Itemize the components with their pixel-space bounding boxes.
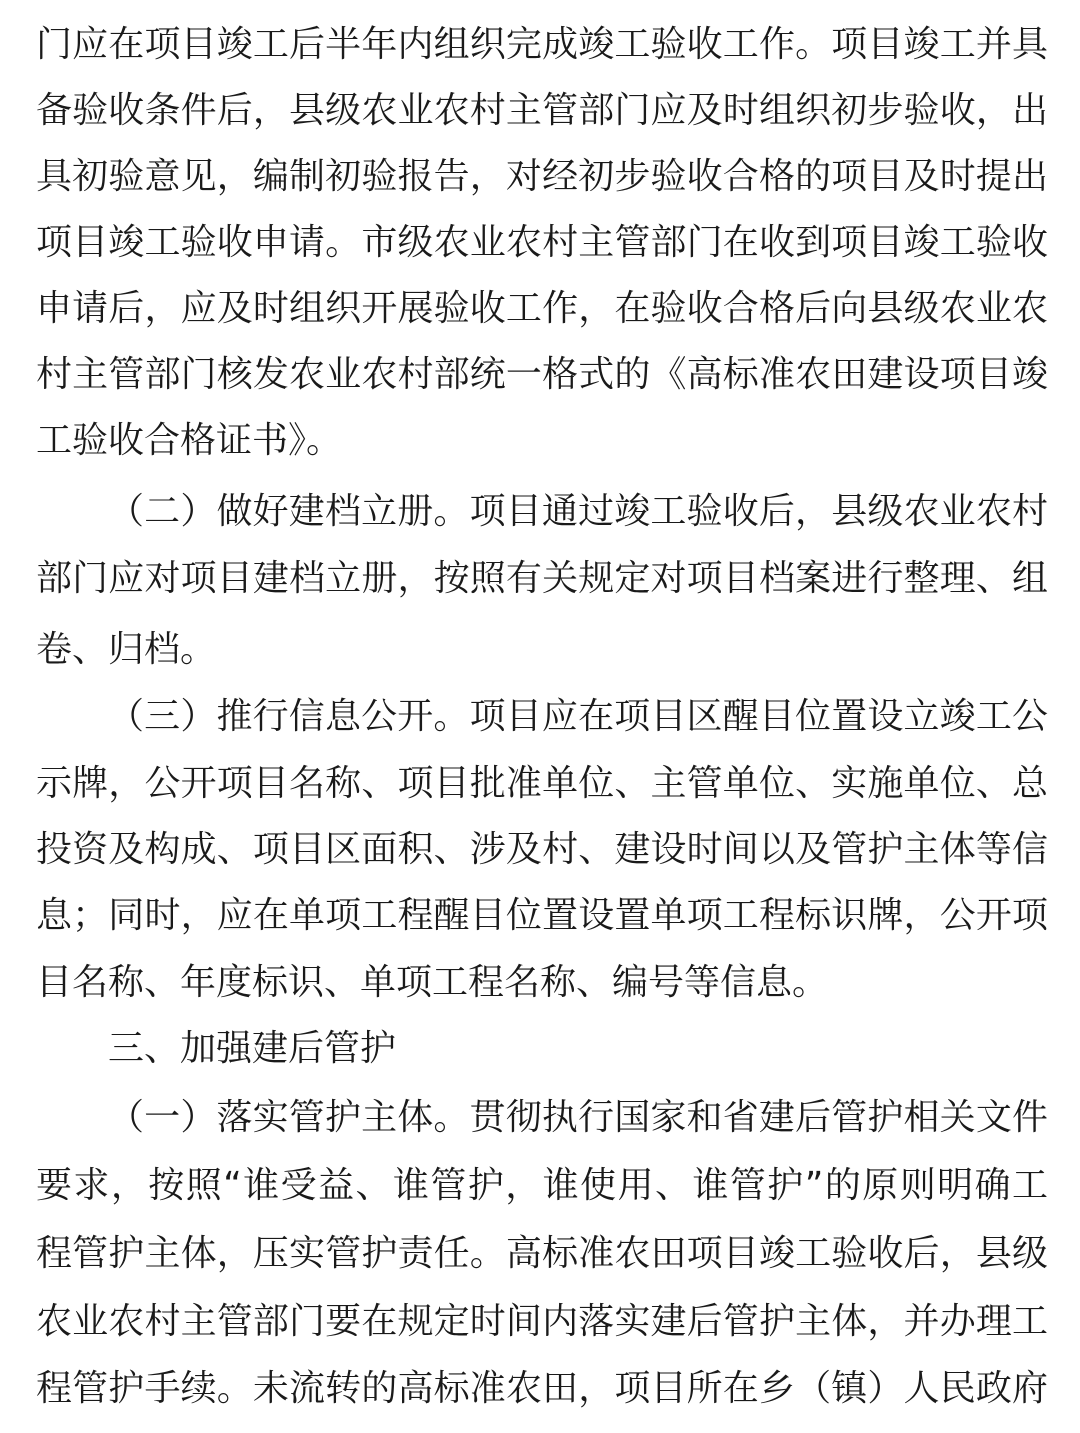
text-line: 具初验意见，编制初验报告，对经初步验收合格的项目及时提出 [36,156,1048,197]
text-line: 申请后，应及时组织开展验收工作，在验收合格后向县级农业农 [36,288,1048,329]
section-heading: 三、加强建后管护 [108,1028,397,1069]
text-line: 门应在项目竣工后半年内组织完成竣工验收工作。项目竣工并具 [36,24,1048,65]
text-line: 卷、归档。 [36,629,217,670]
text-line: 项目竣工验收申请。市级农业农村主管部门在收到项目竣工验收 [36,222,1048,263]
text-line: 程管护主体，压实管护责任。高标准农田项目竣工验收后，县级 [36,1233,1048,1274]
text-line: 目名称、年度标识、单项工程名称、编号等信息。 [36,962,829,1003]
paragraph-first-line: （一）落实管护主体。贯彻执行国家和省建后管护相关文件 [108,1097,1048,1138]
text-line: 工验收合格证书》。 [36,420,343,461]
text-line: 要求，按照“谁受益、谁管护，谁使用、谁管护”的原则明确工 [36,1165,1048,1206]
paragraph-first-line: （三）推行信息公开。项目应在项目区醒目位置设立竣工公 [108,696,1048,737]
text-line: 程管护手续。未流转的高标准农田，项目所在乡（镇）人民政府 [36,1368,1048,1409]
text-line: 示牌，公开项目名称、项目批准单位、主管单位、实施单位、总 [36,763,1048,804]
text-line: 村主管部门核发农业农村部统一格式的《高标准农田建设项目竣 [36,354,1048,395]
paragraph-first-line: （二）做好建档立册。项目通过竣工验收后，县级农业农村 [108,491,1048,532]
text-line: 部门应对项目建档立册，按照有关规定对项目档案进行整理、组 [36,558,1048,599]
text-line: 农业农村主管部门要在规定时间内落实建后管护主体，并办理工 [36,1301,1048,1342]
text-line: 备验收条件后，县级农业农村主管部门应及时组织初步验收，出 [36,90,1048,131]
text-line: 投资及构成、项目区面积、涉及村、建设时间以及管护主体等信 [36,829,1048,870]
text-line: 息；同时，应在单项工程醒目位置设置单项工程标识牌，公开项 [36,895,1048,936]
